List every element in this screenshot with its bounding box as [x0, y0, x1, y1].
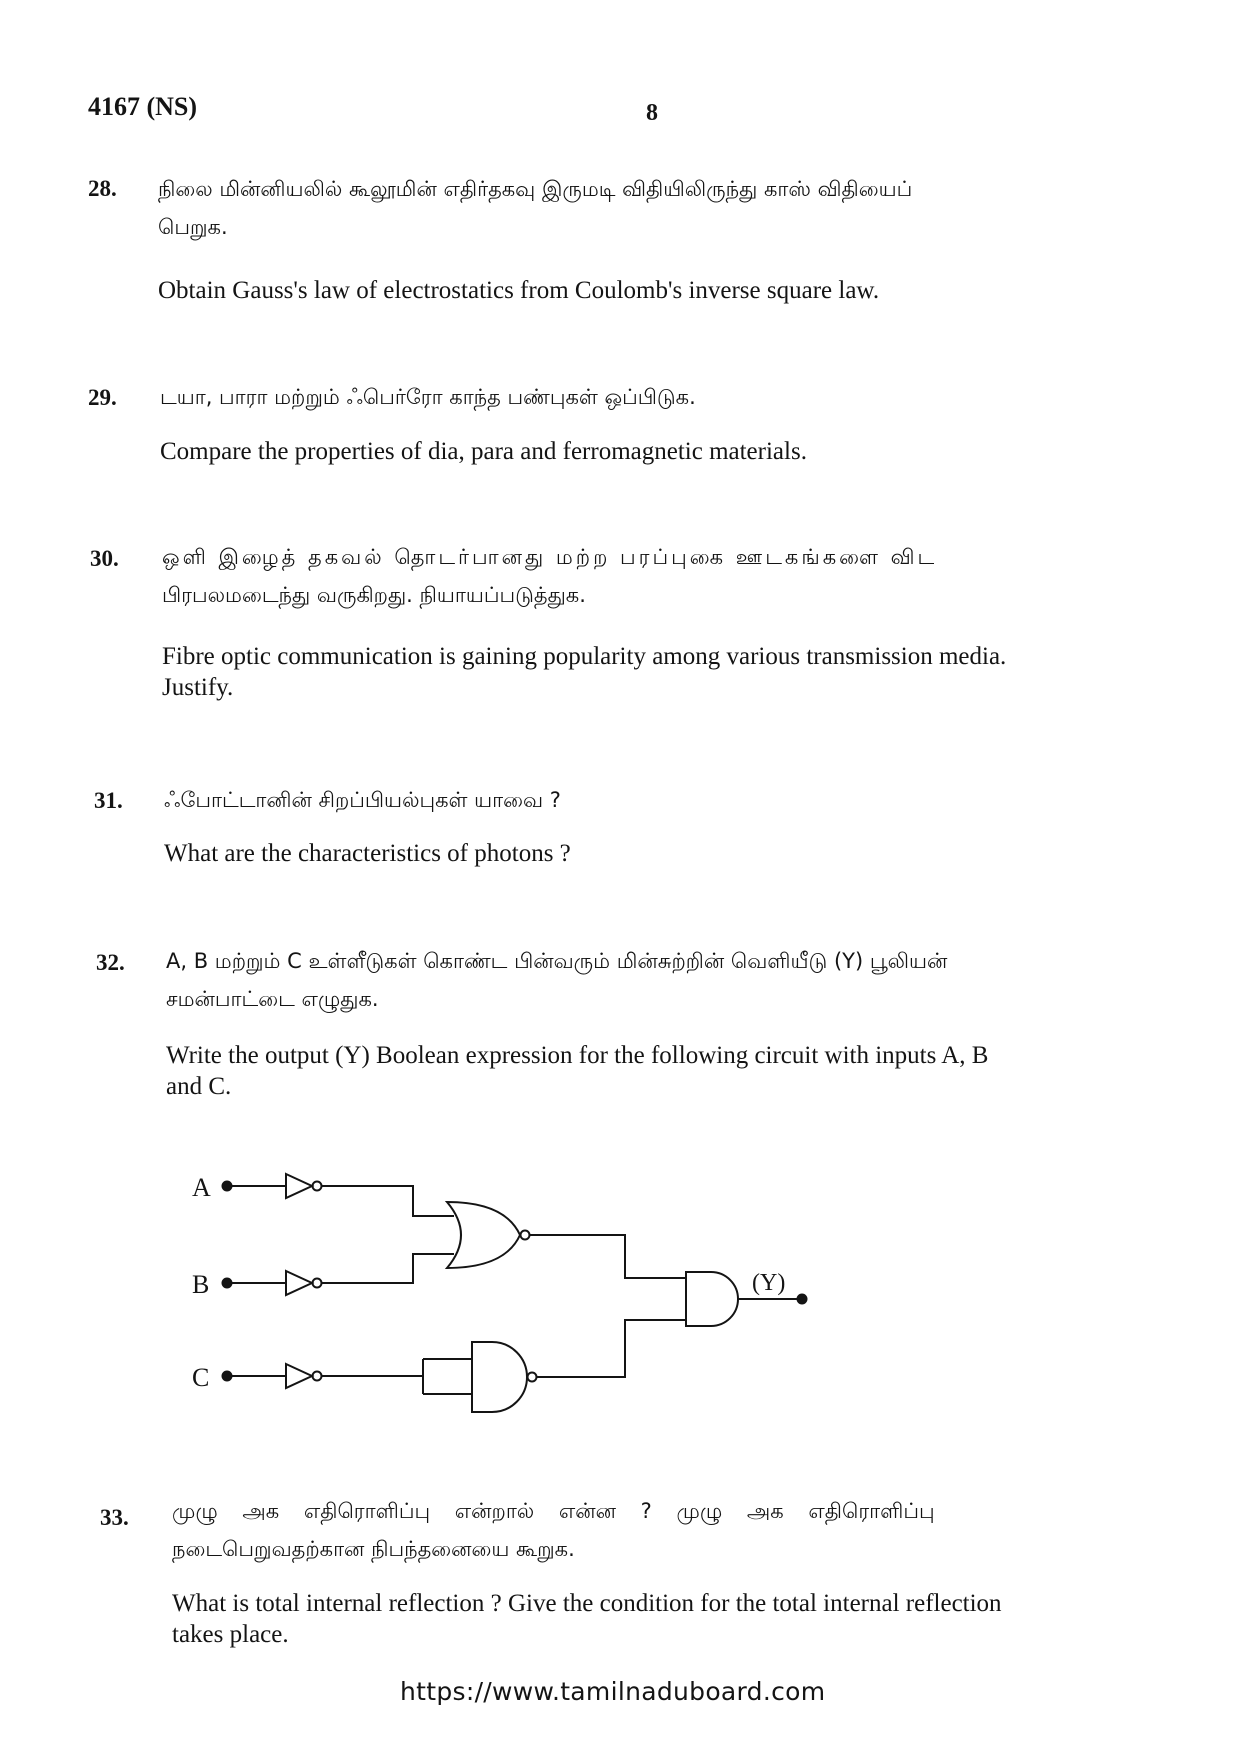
question-number: 28. [88, 176, 117, 201]
input-b-label: B [192, 1270, 210, 1299]
question-number: 30. [90, 546, 119, 571]
tamil-line: ஒளி இழைத் தகவல் தொடர்பானது மற்ற பரப்புகை ஊடகங்களை விட [162, 545, 938, 569]
tamil-line: நடைபெறுவதற்கான நிபந்தனையை கூறுக. [172, 1537, 575, 1561]
paper-code: 4167 (NS) [88, 92, 198, 121]
output-terminal [798, 1295, 807, 1304]
tamil-line: ஃபோட்டானின் சிறப்பியல்புகள் யாவை ? [164, 788, 561, 812]
english-line: Obtain Gauss's law of electrostatics from Coulomb's inverse square law. [158, 277, 880, 304]
english-line: Justify. [162, 674, 234, 701]
or-gate [447, 1202, 520, 1268]
nand-gate [472, 1342, 527, 1412]
question-english-text [172, 1588, 1172, 1650]
tamil-line: நிலை மின்னியலில் கூலூமின் எதிர்தகவு இருமடி விதியிலிருந்து காஸ் விதியைப் [158, 177, 913, 201]
english-line: What is total internal reflection ? Give the condition for the total internal reflection [172, 1590, 1002, 1617]
question-number: 31. [94, 788, 123, 813]
and-gate [686, 1272, 738, 1326]
english-line: What are the characteristics of photons ? [164, 840, 571, 867]
tamil-line: டயா, பாரா மற்றும் ஃபெர்ரோ காந்த பண்புகள் ஒப்பிடுக. [160, 385, 696, 409]
english-line: and C. [166, 1073, 232, 1100]
tamil-line: A, B மற்றும் C உள்ளீடுகள் கொண்ட பின்வரும் மின்சுற்றின் வெளியீடு (Y) பூலியன் [166, 949, 948, 973]
english-line: Write the output (Y) Boolean expression for the following circuit with inputs A, B [166, 1042, 989, 1069]
not-gate-b [286, 1271, 312, 1295]
english-line: Compare the properties of dia, para and ferromagnetic materials. [160, 438, 807, 465]
input-c-label: C [192, 1363, 210, 1392]
question-number: 29. [88, 385, 117, 410]
english-line: Fibre optic communication is gaining popularity among various transmission media. [162, 643, 1007, 670]
question-number: 32. [96, 950, 125, 975]
tamil-line: சமன்பாட்டை எழுதுக. [166, 987, 379, 1011]
input-a-label: A [192, 1173, 211, 1202]
tamil-line: முழு அக எதிரொளிப்பு என்றால் என்ன ? முழு அக எதிரொளிப்பு [172, 1499, 935, 1523]
tamil-line: பிரபலமடைந்து வருகிறது. நியாயப்படுத்துக. [162, 583, 586, 607]
page-number: 8 [646, 100, 658, 126]
not-gate-a [286, 1174, 312, 1198]
not-gate-c [286, 1364, 312, 1388]
tamil-line: பெறுக. [158, 215, 228, 239]
question-tamil-text [172, 1492, 1157, 1568]
english-line: takes place. [172, 1621, 289, 1648]
question-number: 33. [100, 1505, 129, 1530]
output-y-label: (Y) [752, 1270, 786, 1296]
footer-url[interactable]: https://www.tamilnaduboard.com [400, 1677, 826, 1706]
